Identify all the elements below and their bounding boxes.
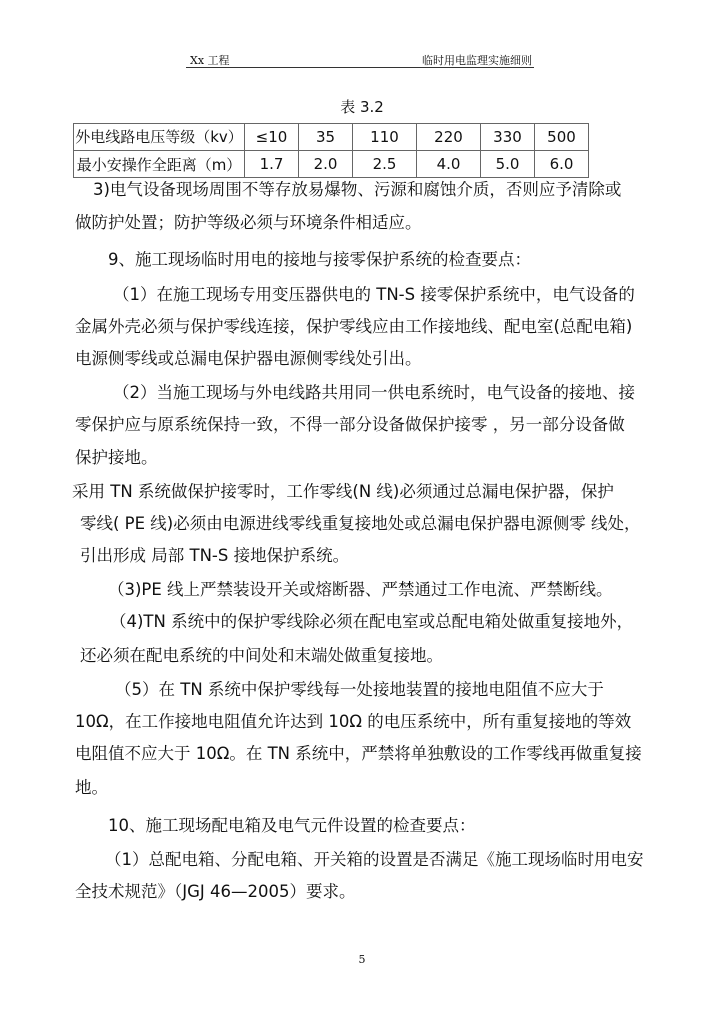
text-line: 零线( PE 线)必须由电源进线零线重复接地处或总漏电保护器电源侧零 线处， bbox=[80, 514, 641, 533]
table-row bbox=[74, 124, 589, 151]
table-cell: 4.0 bbox=[417, 151, 481, 178]
text-line: 引出形成 局部 TN-S 接地保护系统。 bbox=[80, 546, 350, 565]
text-line: 电源侧零线或总漏电保护器电源侧零线处引出。 bbox=[75, 349, 422, 368]
text-line: 全技术规范》（JGJ 46—2005）要求。 bbox=[75, 882, 356, 901]
table-cell: 110 bbox=[353, 124, 417, 151]
table-cell: 500 bbox=[535, 124, 589, 151]
text-line: 10Ω，在工作接地电阻值允许达到 10Ω 的电压系统中，所有重复接地的等效 bbox=[75, 712, 632, 731]
table-cell: 1.7 bbox=[245, 151, 299, 178]
text-line: 做防护处置；防护等级必须与环境条件相适应。 bbox=[75, 213, 422, 232]
table-caption: 表 3.2 bbox=[340, 98, 384, 116]
table-cell: 5.0 bbox=[481, 151, 535, 178]
table-cell: 330 bbox=[481, 124, 535, 151]
text-line: （2）当施工现场与外电线路共用同一供电系统时，电气设备的接地、接 bbox=[113, 383, 635, 402]
table-row bbox=[74, 151, 589, 178]
text-line: （1）在施工现场专用变压器供电的 TN-S 接零保护系统中，电气设备的 bbox=[113, 285, 635, 304]
table-cell: ≤10 bbox=[245, 124, 299, 151]
header-right: 临时用电监理实施细则 bbox=[422, 54, 532, 67]
text-line: （5）在 TN 系统中保护零线每一处接地装置的接地电阻值不应大于 bbox=[115, 680, 604, 699]
text-line: （3)PE 线上严禁装设开关或熔断器、严禁通过工作电流、严禁断线。 bbox=[108, 580, 613, 599]
section-heading: 9、施工现场临时用电的接地与接零保护系统的检查要点： bbox=[108, 250, 531, 269]
text-line: 电阻值不应大于 10Ω。在 TN 系统中，严禁将单独敷设的工作零线再做重复接 bbox=[75, 744, 642, 763]
table-cell: 6.0 bbox=[535, 151, 589, 178]
text-line: 地。 bbox=[75, 778, 108, 797]
text-line: （1）总配电箱、分配电箱、开关箱的设置是否满足《施工现场临时用电安 bbox=[105, 850, 644, 869]
text-line: 保护接地。 bbox=[75, 448, 158, 467]
text-line: 零保护应与原系统保持一致，不得一部分设备做保护接零 ，另一部分设备做 bbox=[75, 415, 625, 434]
table-cell: 最小安操作全距离（m） bbox=[74, 151, 245, 178]
header-left: Xx 工程 bbox=[190, 54, 230, 67]
page-header bbox=[186, 52, 534, 68]
text-line: 金属外壳必须与保护零线连接，保护零线应由工作接地线、配电室(总配电箱) bbox=[75, 317, 633, 336]
table-cell: 35 bbox=[299, 124, 353, 151]
text-line: 采用 TN 系统做保护接零时，工作零线(N 线)必须通过总漏电保护器，保护 bbox=[72, 482, 614, 501]
table-cell: 2.0 bbox=[299, 151, 353, 178]
page-number: 5 bbox=[358, 953, 366, 966]
section-heading: 10、施工现场配电箱及电气元件设置的检查要点： bbox=[108, 816, 476, 835]
table-cell: 2.5 bbox=[353, 151, 417, 178]
text-line: 3)电气设备现场周围不等存放易爆物、污源和腐蚀介质，否则应予清除或 bbox=[93, 180, 622, 199]
text-line: （4)TN 系统中的保护零线除必须在配电室或总配电箱处做重复接地外， bbox=[110, 612, 634, 631]
text-line: 还必须在配电系统的中间处和末端处做重复接地。 bbox=[80, 646, 443, 665]
table-cell: 220 bbox=[417, 124, 481, 151]
table-cell: 外电线路电压等级（kv） bbox=[74, 124, 245, 151]
distance-table bbox=[73, 123, 589, 178]
